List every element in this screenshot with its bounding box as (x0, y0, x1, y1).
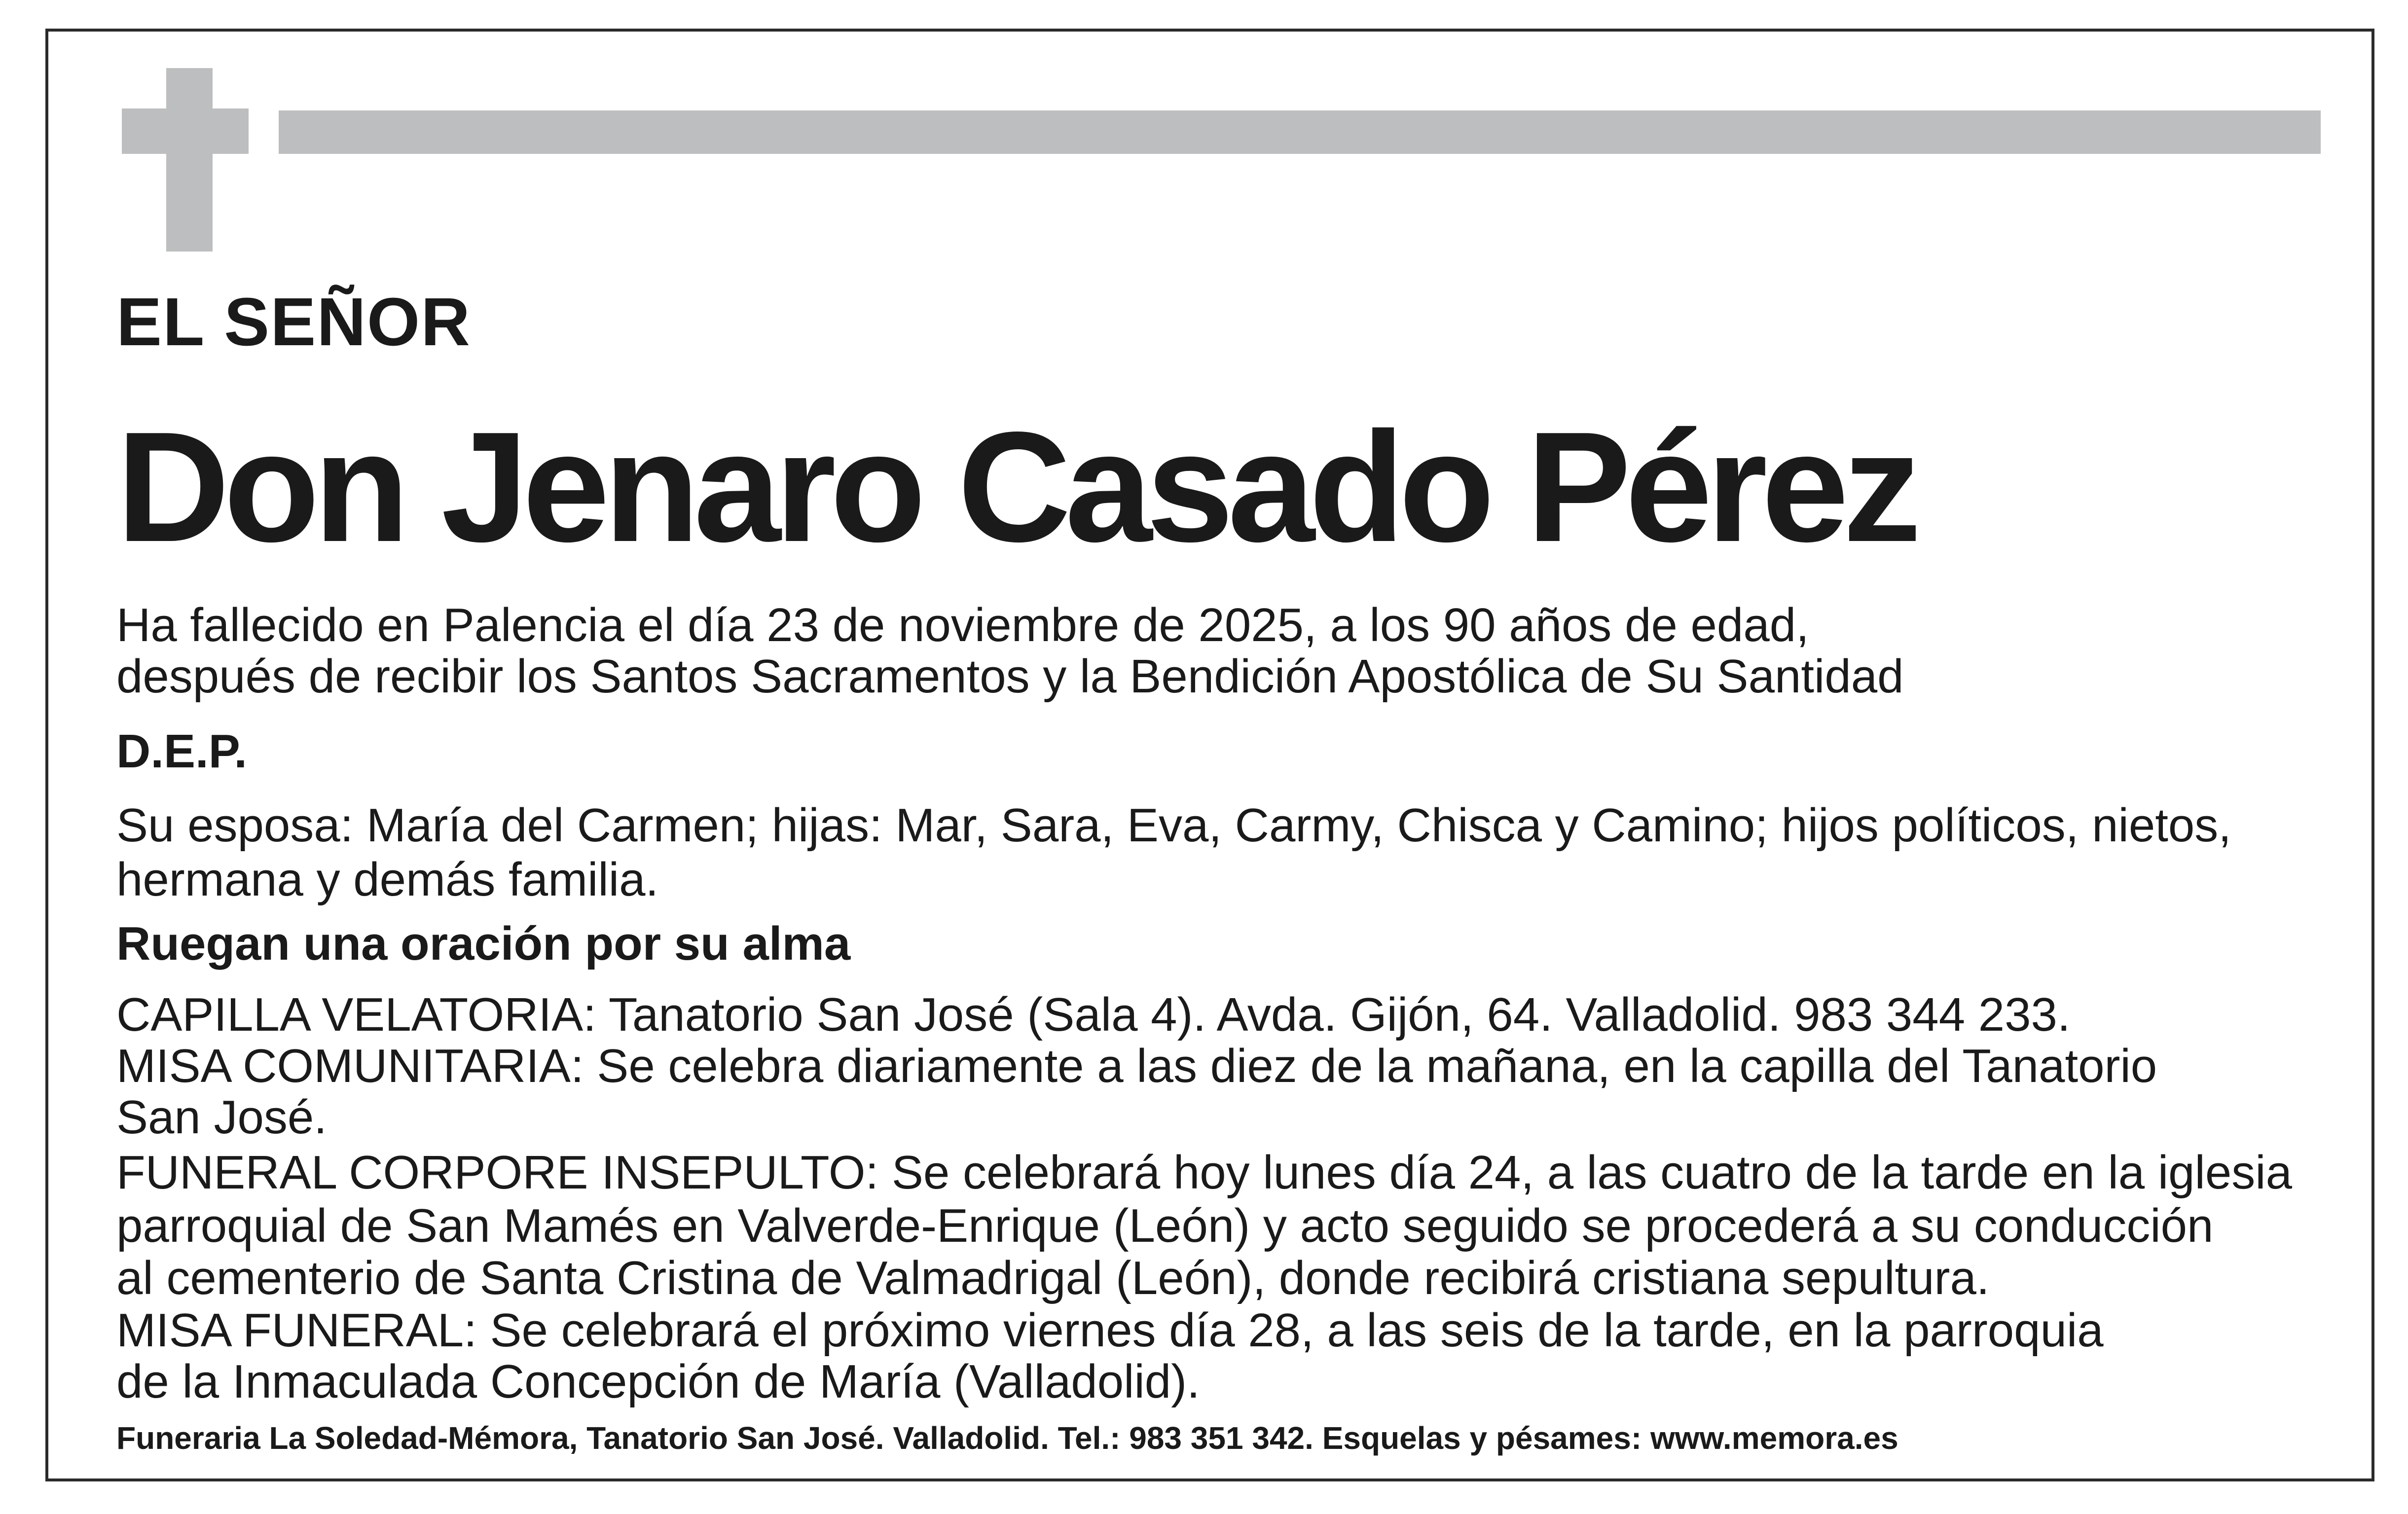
announcement-line-2: después de recibir los Santos Sacramentos y la Bendición Apostólica de Su Santidad (116, 650, 1904, 703)
prayer-request: Ruegan una oración por su alma (116, 917, 851, 970)
services-line-4: FUNERAL CORPORE INSEPULTO: Se celebrará hoy lunes día 24, a las cuatro de la tarde en la iglesia (116, 1146, 2292, 1199)
header-divider-bar (279, 110, 2321, 154)
services-line-3: San José. (116, 1091, 327, 1144)
funeral-home-footer: Funeraria La Soledad-Mémora, Tanatorio San José. Valladolid. Tel.: 983 351 342. Esquelas y pésames: www.memora.es (116, 1420, 1898, 1456)
deceased-name: Don Jenaro Casado Pérez (116, 399, 1916, 575)
dep-label: D.E.P. (116, 725, 248, 778)
services-line-8: de la Inmaculada Concepción de María (Valladolid). (116, 1355, 1200, 1408)
services-line-2: MISA COMUNITARIA: Se celebra diariamente a las diez de la mañana, en la capilla del Tanatorio (116, 1040, 2157, 1092)
cross-horizontal-bar (122, 108, 249, 154)
title-label: EL SEÑOR (116, 284, 471, 360)
services-line-5: parroquial de San Mamés en Valverde-Enrique (León) y acto seguido se procederá a su conducción (116, 1199, 2214, 1252)
services-line-7: MISA FUNERAL: Se celebrará el próximo viernes día 28, a las seis de la tarde, en la parroquia (116, 1304, 2104, 1357)
family-line-2: hermana y demás familia. (116, 853, 659, 906)
services-line-1: CAPILLA VELATORIA: Tanatorio San José (Sala 4). Avda. Gijón, 64. Valladolid. 983 344 233. (116, 988, 2071, 1041)
cross-vertical-bar (166, 68, 213, 252)
family-line-1: Su esposa: María del Carmen; hijas: Mar, Sara, Eva, Carmy, Chisca y Camino; hijos políticos, nietos, (116, 799, 2231, 852)
announcement-line-1: Ha fallecido en Palencia el día 23 de noviembre de 2025, a los 90 años de edad, (116, 599, 1809, 651)
services-line-6: al cementerio de Santa Cristina de Valmadrigal (León), donde recibirá cristiana sepultura. (116, 1252, 1990, 1304)
